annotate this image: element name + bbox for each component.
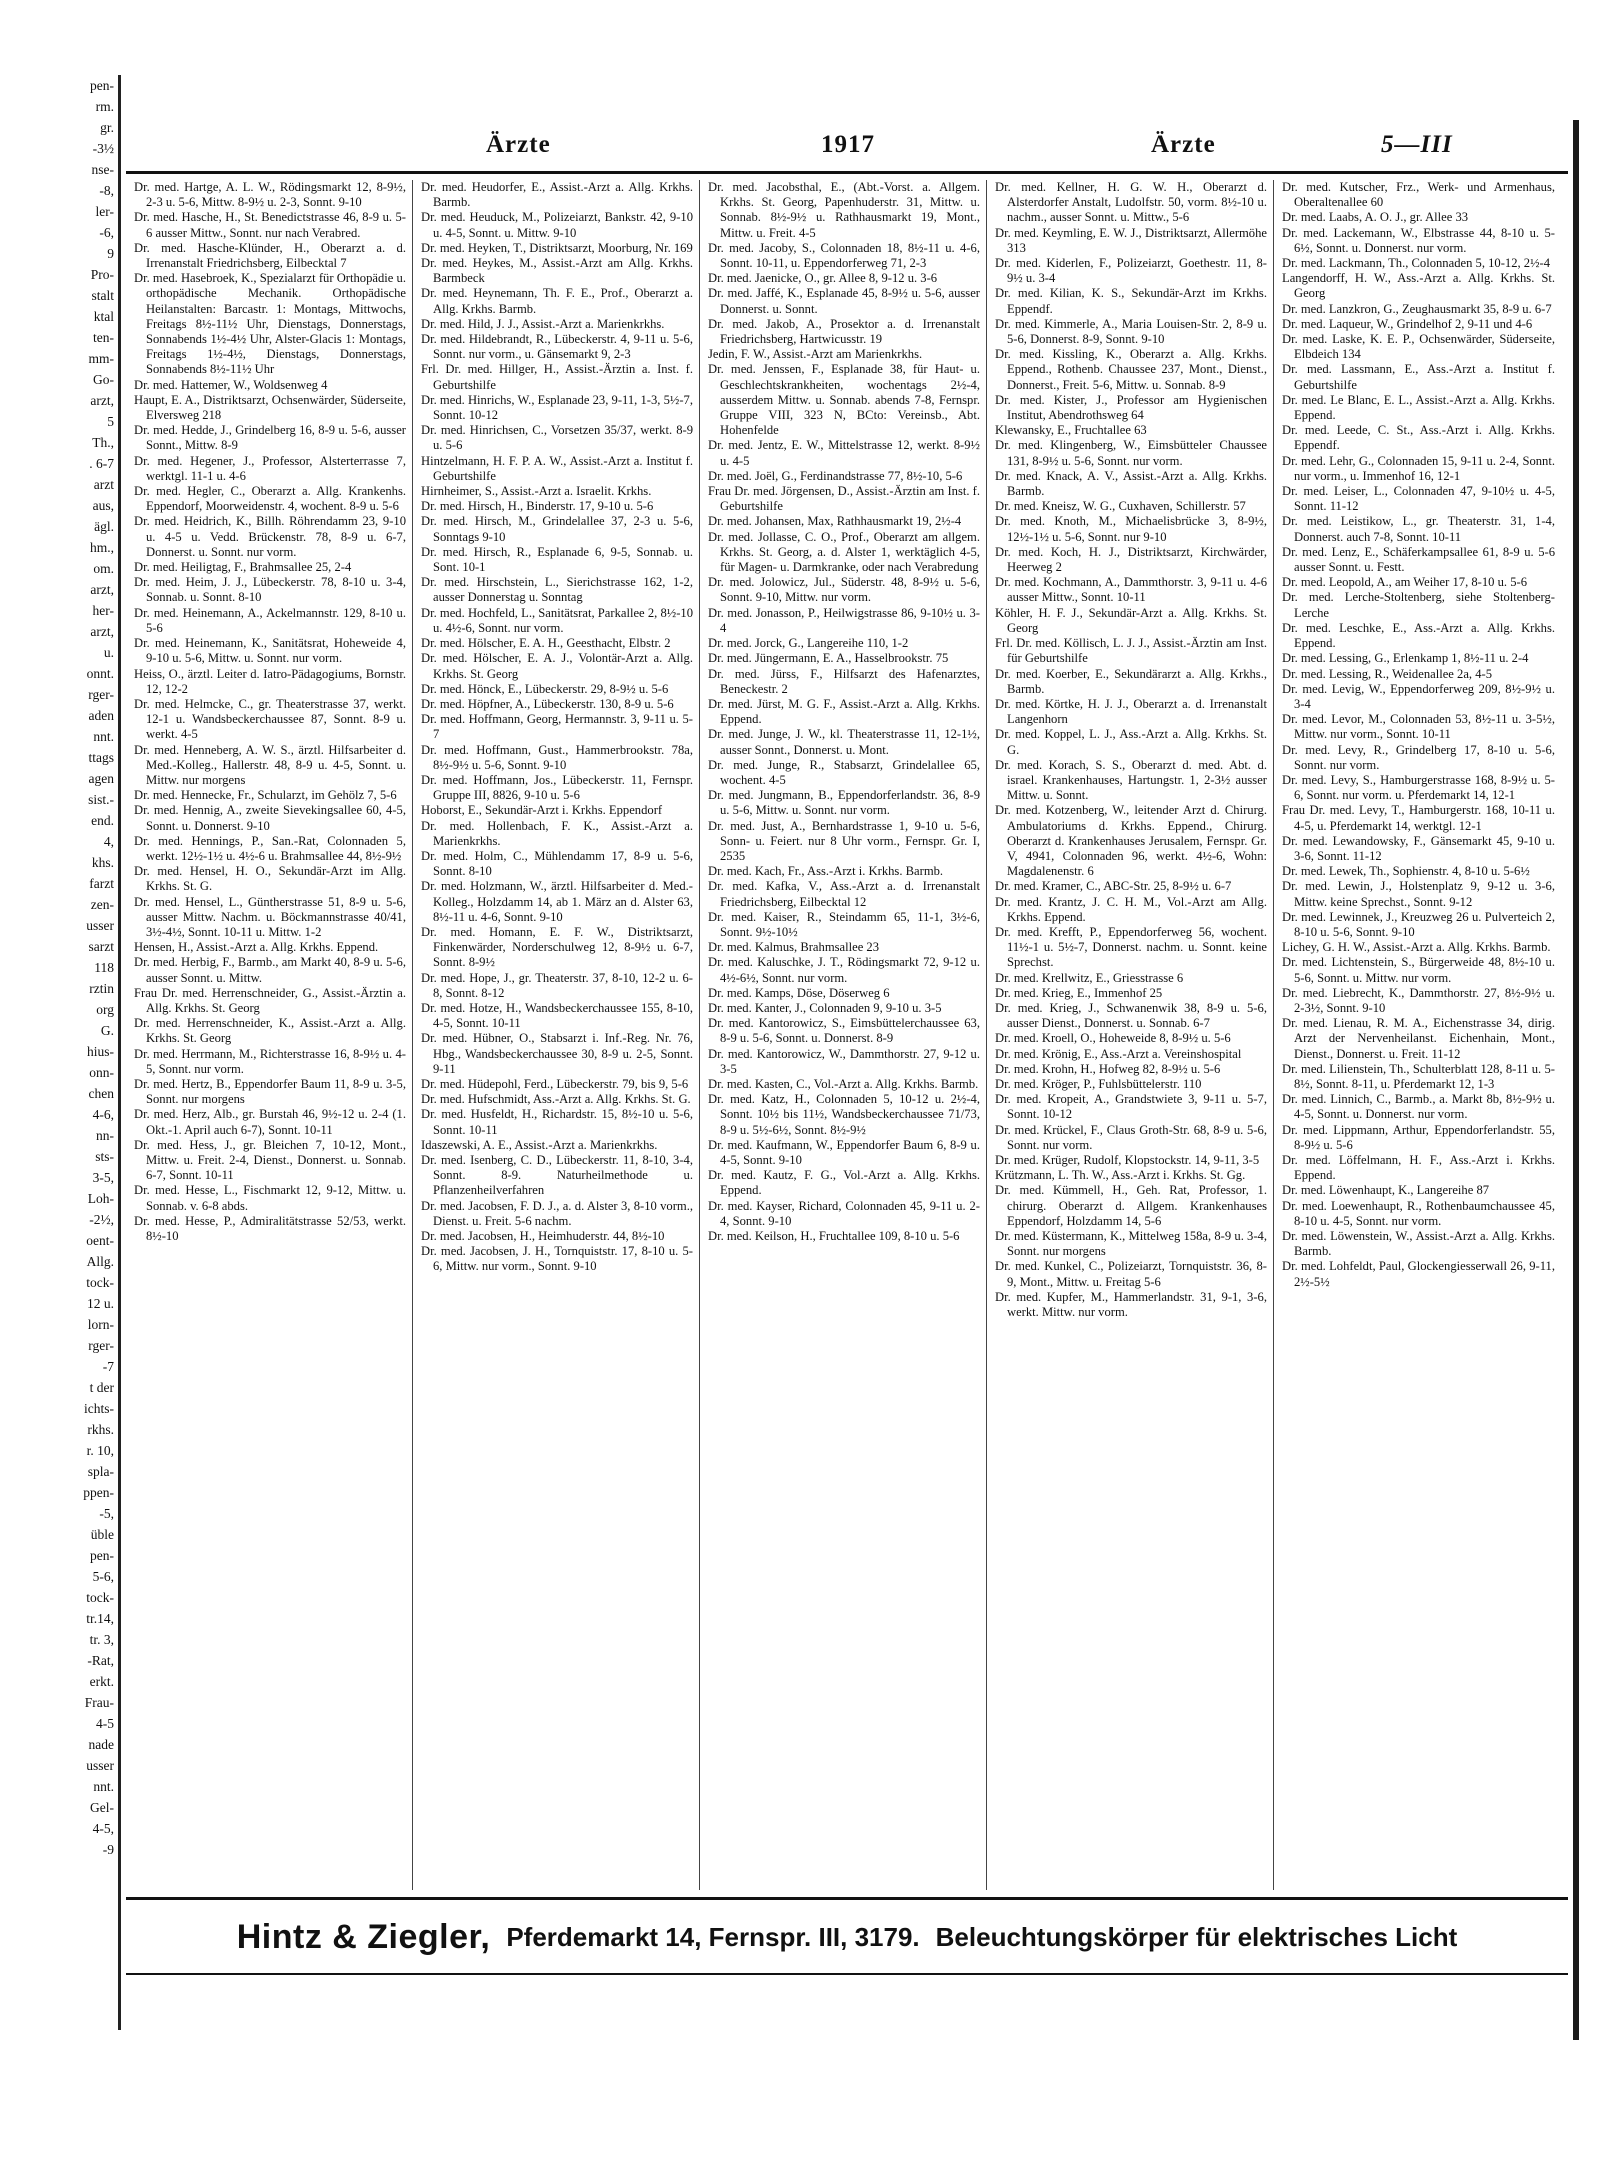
header-right-title: Ärzte bbox=[1151, 131, 1216, 158]
column-1 bbox=[126, 180, 413, 1890]
ad-address: Pferdemarkt 14, Fernspr. III, 3179. bbox=[506, 1921, 920, 1952]
directory-entry: Dr. med. Hildebrandt, R., Lübeckerstr. 4, 9-11 u. 5-6, Sonnt. nur vorm., u. Gänsemarkt 9, 2-3 bbox=[421, 332, 693, 362]
directory-entry: Frl. Dr. med. Hillger, H., Assist.-Ärztin a. Inst. f. Geburtshilfe bbox=[421, 362, 693, 392]
previous-page-fragment: om. bbox=[93, 561, 114, 576]
previous-page-fragment: 12 u. bbox=[87, 1296, 114, 1311]
directory-entry: Dr. med. Hegener, J., Professor, Alsterterrasse 7, werktgl. 11-1 u. 4-6 bbox=[134, 453, 406, 483]
header-rule bbox=[126, 171, 1568, 174]
directory-entry: Dr. med. Hönck, E., Lübeckerstr. 29, 8-9½ u. 5-6 bbox=[421, 681, 669, 696]
directory-entry: Dr. med. Hensel, H. O., Sekundär-Arzt im Allg. Krkhs. St. G. bbox=[134, 864, 406, 894]
previous-page-fragment: mm- bbox=[88, 351, 114, 366]
previous-page-fragment: Pro- bbox=[90, 267, 114, 282]
directory-entry: Dr. med. Kantorowicz, W., Dammthorstr. 27, 9-12 u. 3-5 bbox=[708, 1046, 980, 1076]
directory-entry: Dr. med. Kramer, C., ABC-Str. 25, 8-9½ u. 6-7 bbox=[995, 879, 1232, 894]
directory-entry: Dr. med. Lewandowsky, F., Gänsemarkt 45, 9-10 u. 3-6, Sonnt. 11-12 bbox=[1282, 833, 1555, 863]
directory-entry: Dr. med. Hoffmann, Jos., Lübeckerstr. 11, Fernspr. Gruppe III, 8826, 9-10 u. 5-6 bbox=[421, 772, 693, 803]
directory-entry: Idaszewski, A. E., Assist.-Arzt a. Marienkrkhs. bbox=[421, 1137, 658, 1152]
previous-page-fragment: khs. bbox=[91, 855, 114, 870]
directory-entry: Dr. med. Krohn, H., Hofweg 82, 8-9½ u. 5-6 bbox=[995, 1061, 1221, 1076]
directory-entry: Dr. med. Hasche, H., St. Benedictstrasse 46, 8-9 u. 5-6 ausser Mittw., Sonnt. nur nach Verabred. bbox=[134, 210, 406, 240]
directory-entry: Dr. med. Krellwitz, E., Griesstrasse 6 bbox=[995, 970, 1184, 985]
previous-page-fragment: rztin bbox=[89, 981, 114, 996]
previous-page-fragment: end. bbox=[91, 813, 114, 828]
previous-page-fragment: -2½, bbox=[89, 1212, 114, 1227]
directory-entry: Dr. med. Kimmerle, A., Maria Louisen-Str. 2, 8-9 u. 5-6, Donnerst. 8-9, Sonnt. 9-10 bbox=[995, 316, 1267, 347]
previous-page-fragment: lorn- bbox=[87, 1317, 114, 1332]
directory-entry: Dr. med. Jentz, E. W., Mittelstrasse 12, werkt. 8-9½ u. 4-5 bbox=[708, 438, 980, 468]
previous-page-fragment: arzt, bbox=[90, 624, 114, 639]
previous-page-fragment: onnt. bbox=[86, 666, 114, 681]
previous-page-fragment: usser bbox=[86, 918, 114, 933]
directory-entry: Dr. med. Krefft, P., Eppendorferweg 56, wochent. 11½-1 u. 5½-7, Donnerst. nachm. u. Sonnt. keine Sprechst. bbox=[995, 924, 1267, 970]
directory-entry: Dr. med. Hedde, J., Grindelberg 16, 8-9 u. 5-6, ausser Sonnt., Mittw. 8-9 bbox=[134, 423, 406, 453]
previous-page-fragment: üble bbox=[90, 1527, 114, 1542]
previous-page-fragment: rger- bbox=[88, 687, 114, 702]
directory-entry: Köhler, H. F. J., Sekundär-Arzt a. Allg. Krkhs. St. Georg bbox=[995, 605, 1267, 635]
previous-page-fragment: -9 bbox=[102, 1842, 114, 1857]
directory-entry: Dr. med. Kautz, F. G., Vol.-Arzt a. Allg. Krkhs. Eppend. bbox=[708, 1168, 980, 1198]
directory-entry: Dr. med. Krückel, F., Claus Groth-Str. 68, 8-9 u. 5-6, Sonnt. nur vorm. bbox=[995, 1122, 1267, 1152]
directory-entry: Dr. med. Kümmell, H., Geh. Rat, Professor, 1. chirurg. Oberarzt d. Allgem. Krankenhauses Eppendorf, Holzdamm 14, 5-6 bbox=[995, 1183, 1267, 1228]
directory-entry: Dr. med. Hirschstein, L., Sierichstrasse 162, 1-2, ausser Donnerstag u. Sonntag bbox=[421, 575, 693, 605]
directory-entry: Dr. med. Loewenhaupt, R., Rothenbaumchaussee 45, 8-10 u. 4-5, Sonnt. nur vorm. bbox=[1282, 1198, 1555, 1228]
page-header bbox=[126, 75, 1568, 165]
directory-entry: Dr. med. Heuduck, M., Polizeiarzt, Bankstr. 42, 9-10 u. 4-5, Sonnt. u. Mittw. 9-10 bbox=[421, 210, 693, 240]
previous-page-fragment: arzt, bbox=[90, 582, 114, 597]
entry-columns bbox=[126, 180, 1568, 1890]
previous-page-fragment: her- bbox=[92, 603, 114, 618]
directory-entry: Dr. med. Koppel, L. J., Ass.-Arzt a. Allg. Krkhs. St. G. bbox=[995, 727, 1267, 757]
previous-page-fragment: 4-5, bbox=[92, 1821, 114, 1836]
directory-entry: Dr. med. Korach, S. S., Oberarzt d. med. Abt. d. israel. Krankenhauses, Hartungstr. 1, 2-3½ ausser Mittw. u. Sonnt. bbox=[995, 757, 1267, 803]
directory-entry: Dr. med. Hesse, L., Fischmarkt 12, 9-12, Mittw. u. Sonnab. v. 6-8 abds. bbox=[134, 1183, 406, 1213]
directory-entry: Dr. med. Koch, H. J., Distriktsarzt, Kirchwärder, Heerweg 2 bbox=[995, 544, 1267, 575]
previous-page-fragment: aus, bbox=[92, 498, 114, 513]
directory-entry: Dr. med. Jacobsen, F. D. J., a. d. Alster 3, 8-10 vorm., Dienst. u. Freit. 5-6 nachm. bbox=[421, 1198, 693, 1228]
directory-entry: Dr. med. Hochfeld, L., Sanitätsrat, Parkallee 2, 8½-10 u. 4½-6, Sonnt. nur vorm. bbox=[421, 605, 693, 635]
directory-entry: Dr. med. Heiligtag, F., Brahmsallee 25, 2-4 bbox=[134, 560, 352, 575]
previous-page-fragment: -Rat, bbox=[87, 1653, 114, 1668]
directory-entry: Dr. med. Homann, E. F. W., Distriktsarzt, Finkenwärder, Norderschulweg 12, 8-9½ u. 6-7, Sonnt. 8-9½ bbox=[421, 924, 693, 970]
directory-entry: Dr. med. Hölscher, E. A. H., Geesthacht, Elbstr. 2 bbox=[421, 636, 671, 651]
previous-page-fragment: 4, bbox=[103, 834, 114, 849]
directory-entry: Dr. med. Kiderlen, F., Polizeiarzt, Goethestr. 11, 8-9½ u. 3-4 bbox=[995, 256, 1267, 286]
directory-entry: Klewansky, E., Fruchtallee 63 bbox=[995, 423, 1147, 438]
directory-entry: Dr. med. Krönig, E., Ass.-Arzt a. Vereinshospital bbox=[995, 1046, 1242, 1061]
previous-page-fragment: ägl. bbox=[94, 519, 114, 534]
directory-entry: Dr. med. Lichtenstein, S., Bürgerweide 48, 8½-10 u. 5-6, Sonnt. u. Mittw. nur vorm. bbox=[1282, 955, 1555, 985]
directory-entry: Dr. med. Laske, K. E. P., Ochsenwärder, Süderseite, Elbdeich 134 bbox=[1282, 332, 1555, 362]
directory-entry: Dr. med. Kafka, V., Ass.-Arzt a. d. Irrenanstalt Friedrichsberg, Eilbecktal 12 bbox=[708, 879, 980, 909]
directory-entry: Dr. med. Kochmann, A., Dammthorstr. 3, 9-11 u. 4-6 ausser Mittw., Sonnt. 10-11 bbox=[995, 575, 1267, 605]
directory-entry: Dr. med. Lippmann, Arthur, Eppendorferlandstr. 55, 8-9½ u. 5-6 bbox=[1282, 1122, 1555, 1152]
directory-entry: Dr. med. Leopold, A., am Weiher 17, 8-10 u. 5-6 bbox=[1282, 575, 1527, 590]
directory-entry: Dr. med. Junge, J. W., kl. Theaterstrasse 11, 12-1½, ausser Sonnt., Donnerst. u. Mont. bbox=[708, 727, 980, 757]
previous-page-fragment: ler- bbox=[95, 204, 114, 219]
directory-entry: Dr. med. Kröger, P., Fuhlsbüttelerstr. 110 bbox=[995, 1076, 1202, 1091]
directory-entry: Dr. med. Leiser, L., Colonnaden 47, 9-10½ u. 4-5, Sonnt. 11-12 bbox=[1282, 484, 1555, 514]
directory-entry: Dr. med. Jacoby, S., Colonnaden 18, 8½-11 u. 4-6, Sonnt. 10-11, u. Eppendorferweg 71, 2-3 bbox=[708, 240, 980, 271]
previous-page-fragment: rm. bbox=[95, 99, 114, 114]
directory-entry: Dr. med. Koerber, E., Sekundärarzt a. Allg. Krkhs., Barmb. bbox=[995, 666, 1267, 696]
directory-entry: Dr. med. Höpfner, A., Lübeckerstr. 130, 8-9 u. 5-6 bbox=[421, 696, 674, 711]
previous-page-fragment: usser bbox=[86, 1758, 114, 1773]
directory-entry: Dr. med. Hartge, A. L. W., Rödingsmarkt 12, 8-9½, 2-3 u. 5-6, Mittw. 8-9½ u. 2-3, Sonnt. 9-10 bbox=[134, 180, 406, 210]
directory-entry: Dr. med. Hasebroek, K., Spezialarzt für Orthopädie u. orthopädische Mechanik. Orthopädische Heilanstalten: Barcastr. 1: Montags, Mittwochs, Freitags 8½-11½ Uhr, Dienstags, Donnerstags, Sonnabends 1½-4½ Uhr, Alster-Glacis 1: Montags, Freitags 1½-4½, Dienstags, Donnerstags, Sonnabends 8½-11½ Uhr bbox=[134, 271, 406, 377]
previous-page-fragment: ten- bbox=[93, 330, 114, 345]
directory-entry: Dr. med. Liebrecht, K., Dammthorstr. 27, 8½-9½ u. 2-3½, Sonnt. 9-10 bbox=[1282, 985, 1555, 1015]
directory-entry: Dr. med. Heykes, M., Assist.-Arzt am Allg. Krkhs. Barmbeck bbox=[421, 256, 693, 286]
directory-entry: Frau Dr. med. Jörgensen, D., Assist.-Ärztin am Inst. f. Geburtshilfe bbox=[708, 484, 980, 514]
directory-entry: Dr. med. Hennings, P., San.-Rat, Colonnaden 5, werkt. 12½-1½ u. 4½-6 u. Brahmsallee 44, 8½-9½ bbox=[134, 833, 406, 863]
directory-entry: Hoborst, E., Sekundär-Arzt i. Krkhs. Eppendorf bbox=[421, 803, 663, 818]
directory-entry: Langendorff, H. W., Ass.-Arzt a. Allg. Krkhs. St. Georg bbox=[1282, 271, 1555, 301]
directory-entry: Frl. Dr. med. Köllisch, L. J. J., Assist.-Ärztin am Inst. für Geburtshilfe bbox=[995, 636, 1267, 666]
previous-page-fragment: ichts- bbox=[84, 1401, 114, 1416]
directory-entry: Dr. med. Kach, Fr., Ass.-Arzt i. Krkhs. Barmb. bbox=[708, 864, 944, 879]
previous-page-fragment: Th., bbox=[92, 435, 114, 450]
directory-entry: Dr. med. Helmcke, C., gr. Theaterstrasse 37, werkt. 12-1 u. Wandsbeckerchaussee 87, Sonnt. 8-9 u. werkt. 4-5 bbox=[134, 696, 406, 742]
directory-entry: Dr. med. Holzmann, W., ärztl. Hilfsarbeiter d. Med.-Kolleg., Holzdamm 14, ab 1. März an d. Alster 63, 8½-11 u. 4-6, Sonnt. 9-10 bbox=[421, 879, 693, 924]
previous-page-fragment: 4-6, bbox=[92, 1107, 114, 1122]
directory-entry: Dr. med. Jaenicke, O., gr. Allee 8, 9-12 u. 3-6 bbox=[708, 271, 938, 286]
directory-entry: Dr. med. Kaufmann, W., Eppendorfer Baum 6, 8-9 u. 4-5, Sonnt. 9-10 bbox=[708, 1137, 980, 1167]
directory-entry: Frau Dr. med. Levy, T., Hamburgerstr. 168, 10-11 u. 4-5, u. Pferdemarkt 14, werktgl. 12-1 bbox=[1282, 803, 1555, 833]
directory-entry: Dr. med. Lanzkron, G., Zeughausmarkt 35, 8-9 u. 6-7 bbox=[1282, 301, 1552, 316]
column-5 bbox=[1274, 180, 1561, 1890]
directory-entry: Dr. med. Jürss, F., Hilfsarzt des Hafenarztes, Beneckestr. 2 bbox=[708, 666, 980, 696]
directory-entry: Dr. med. Leschke, E., Ass.-Arzt a. Allg. Krkhs. Eppend. bbox=[1282, 620, 1555, 651]
directory-entry: Dr. med. Krieg, J., Schwanenwik 38, 8-9 u. 5-6, ausser Dienst., Donnerst. u. Sonnab. 6-7 bbox=[995, 1000, 1267, 1031]
previous-page-fragment: -7 bbox=[102, 1359, 114, 1374]
directory-entry: Dr. med. Hirsch, R., Esplanade 6, 9-5, Sonnab. u. Sont. 10-1 bbox=[421, 544, 693, 575]
directory-entry: Dr. med. Leistikow, L., gr. Theaterstr. 31, 1-4, Donnerst. auch 7-8, Sonnt. 10-11 bbox=[1282, 514, 1555, 544]
directory-entry: Dr. med. Kellner, H. G. W. H., Oberarzt d. Alsterdorfer Anstalt, Ludolfstr. 50, vorm. 8½-10 u. nachm., ausser Sonnt. u. Mittw., 5-6 bbox=[995, 180, 1267, 225]
directory-entry: Dr. med. Knack, A. V., Assist.-Arzt a. Allg. Krkhs. Barmb. bbox=[995, 468, 1267, 499]
directory-entry: Dr. med. Jonasson, P., Heilwigstrasse 86, 9-10½ u. 3-4 bbox=[708, 605, 980, 635]
directory-entry: Dr. med. Hertz, B., Eppendorfer Baum 11, 8-9 u. 3-5, Sonnt. nur morgens bbox=[134, 1076, 406, 1107]
directory-entry: Dr. med. Herrmann, M., Richterstrasse 16, 8-9½ u. 4-5, Sonnt. nur vorm. bbox=[134, 1046, 406, 1076]
directory-entry: Hensen, H., Assist.-Arzt a. Allg. Krkhs. Eppend. bbox=[134, 940, 379, 955]
previous-page-fragment: zen- bbox=[90, 897, 114, 912]
directory-entry: Dr. med. Levy, R., Grindelberg 17, 8-10 u. 5-6, Sonnt. nur vorm. bbox=[1282, 742, 1555, 772]
previous-page-fragment: sist.- bbox=[88, 792, 114, 807]
directory-entry: Dr. med. Linnich, C., Barmb., a. Markt 8b, 8½-9½ u. 4-5, Sonnt. u. Donnerst. nur vorm. bbox=[1282, 1092, 1555, 1122]
directory-entry: Dr. med. Henneberg, A. W. S., ärztl. Hilfsarbeiter d. Med.-Kolleg., Hallerstr. 48, 8-9 u. 4-5, Sonnt. u. Mittw. nur morgens bbox=[134, 742, 406, 787]
directory-entry: Dr. med. Jacobsen, J. H., Tornquiststr. 17, 8-10 u. 5-6, Mittw. nur vorm., Sonnt. 9-10 bbox=[421, 1244, 693, 1274]
directory-entry: Dr. med. Isenberg, C. D., Lübeckerstr. 11, 8-10, 3-4, Sonnt. 8-9. Naturheilmethode u. Pflanzenheilverfahren bbox=[421, 1153, 693, 1198]
previous-page-fragment: hius- bbox=[87, 1044, 114, 1059]
advertisement bbox=[126, 1907, 1568, 1967]
previous-page-fragment: ppen- bbox=[83, 1485, 114, 1500]
previous-page-fragment: oent- bbox=[86, 1233, 114, 1248]
directory-entry: Dr. med. Kanter, J., Colonnaden 9, 9-10 u. 3-5 bbox=[708, 1000, 942, 1015]
directory-entry: Dr. med. Lilienstein, Th., Schulterblatt 128, 8-11 u. 5-8½, Sonnt. 8-11, u. Pferdemarkt 12, 1-3 bbox=[1282, 1061, 1555, 1091]
previous-page-fragment: 5 bbox=[107, 414, 114, 429]
previous-page-fragment: rger- bbox=[88, 1338, 114, 1353]
directory-entry: Dr. med. Hufschmidt, Ass.-Arzt a. Allg. Krkhs. St. G. bbox=[421, 1092, 691, 1107]
directory-entry: Dr. med. Kotzenberg, W., leitender Arzt d. Chirurg. Ambulatoriums d. Krkhs. Eppend., Chirurg. Oberarzt d. Krankenhauses Jerusalem, Fernspr. Gr. V, 4941, Colonnaden 96, werkt. 4½-6, Wohn: Magdalenenstr. 6 bbox=[995, 803, 1267, 879]
previous-page-fragment: u. bbox=[103, 645, 114, 660]
previous-page-fragment: 9 bbox=[107, 246, 114, 261]
directory-entry: Dr. med. Jüngermann, E. A., Hasselbrookstr. 75 bbox=[708, 651, 949, 666]
previous-page-fragment: Gel- bbox=[90, 1800, 114, 1815]
directory-entry: Dr. med. Holm, C., Mühlendamm 17, 8-9 u. 5-6, Sonnt. 8-10 bbox=[421, 848, 693, 879]
previous-page-fragment: pen- bbox=[90, 78, 114, 93]
directory-entry: Dr. med. Hess, J., gr. Bleichen 7, 10-12, Mont., Mittw. u. Freit. 2-4, Dienst., Donnerst. u. Sonnab. 6-7, Sonnt. 10-11 bbox=[134, 1137, 406, 1183]
directory-entry: Dr. med. Katz, H., Colonnaden 5, 10-12 u. 2½-4, Sonnt. 10½ bis 11½, Wandsbeckerchaussee 71/73, 8-9 u. 5½-6½, Sonnt. 8½-9½ bbox=[708, 1092, 980, 1137]
header-year: 1917 bbox=[821, 131, 875, 158]
column-2 bbox=[413, 180, 700, 1890]
previous-page-fragment: 4-5 bbox=[96, 1716, 114, 1731]
directory-entry: Dr. med. Kroell, O., Hoheweide 8, 8-9½ u. 5-6 bbox=[995, 1031, 1231, 1046]
directory-entry: Dr. med. Herbig, F., Barmb., am Markt 40, 8-9 u. 5-6, ausser Sonnt. u. Mittw. bbox=[134, 955, 406, 985]
directory-entry: Dr. med. Jürst, M. G. F., Assist.-Arzt a. Allg. Krkhs. Eppend. bbox=[708, 696, 980, 727]
previous-page-fragment: tr. 3, bbox=[89, 1632, 114, 1647]
directory-entry: Dr. med. Kupfer, M., Hammerlandstr. 31, 9-1, 3-6, werkt. Mittw. nur vorm. bbox=[995, 1289, 1267, 1320]
previous-page-fragment: nnt. bbox=[93, 729, 114, 744]
directory-entry: Dr. med. Kropeit, A., Grandstwiete 3, 9-11 u. 5-7, Sonnt. 10-12 bbox=[995, 1092, 1267, 1122]
directory-entry: Dr. med. Just, A., Bernhardstrasse 1, 9-10 u. 5-6, Sonn- u. Feiert. nur 8 Uhr vorm., Fernspr. Gr. I, 2535 bbox=[708, 818, 980, 863]
directory-entry: Dr. med. Knoth, M., Michaelisbrücke 3, 8-9½, 12½-1½ u. 5-6, Sonnt. nur 9-10 bbox=[995, 514, 1267, 544]
directory-entry: Dr. med. Hegler, C., Oberarzt a. Allg. Krankenhs. Eppendorf, Moorweidenstr. 4, wochent. 8-9 u. 5-6 bbox=[134, 484, 406, 514]
directory-entry: Dr. med. Hotze, H., Wandsbeckerchaussee 155, 8-10, 4-5, Sonnt. 10-11 bbox=[421, 1000, 693, 1031]
directory-entry: Dr. med. Hild, J. J., Assist.-Arzt a. Marienkrkhs. bbox=[421, 316, 665, 331]
previous-page-fragment: chen bbox=[88, 1086, 114, 1101]
previous-page-fragment: Loh- bbox=[87, 1191, 114, 1206]
previous-page-fragment: -5, bbox=[99, 1506, 114, 1521]
directory-entry: Dr. med. Heudorfer, E., Assist.-Arzt a. Allg. Krkhs. Barmb. bbox=[421, 180, 693, 210]
directory-entry: Dr. med. Kayser, Richard, Colonnaden 45, 9-11 u. 2-4, Sonnt. 9-10 bbox=[708, 1198, 980, 1228]
directory-entry: Lichey, G. H. W., Assist.-Arzt a. Allg. Krkhs. Barmb. bbox=[1282, 940, 1551, 955]
previous-page-fragment: sts- bbox=[95, 1149, 114, 1164]
previous-page-fragment: farzt bbox=[89, 876, 114, 891]
directory-entry: Dr. med. Kneisz, W. G., Cuxhaven, Schillerstr. 57 bbox=[995, 499, 1246, 514]
directory-entry: Haupt, E. A., Distriktsarzt, Ochsenwärder, Süderseite, Elversweg 218 bbox=[134, 392, 406, 423]
previous-page-fragment: 118 bbox=[94, 960, 114, 975]
directory-entry: Dr. med. Leede, C. St., Ass.-Arzt i. Allg. Krkhs. Eppendf. bbox=[1282, 423, 1555, 453]
footer-rule bbox=[126, 1897, 1568, 1900]
directory-entry: Dr. med. Kister, J., Professor am Hygienischen Institut, Abendrothsweg 64 bbox=[995, 392, 1267, 423]
directory-entry: Krützmann, L. Th. W., Ass.-Arzt i. Krkhs. St. Gg. bbox=[995, 1168, 1246, 1183]
previous-page-fragment: spla- bbox=[87, 1464, 114, 1479]
directory-entry: Dr. med. Lerche-Stoltenberg, siehe Stoltenberg-Lerche bbox=[1282, 590, 1555, 620]
directory-entry: Dr. med. Kaiser, R., Steindamm 65, 11-1, 3½-6, Sonnt. 9½-10½ bbox=[708, 909, 980, 939]
previous-page-fragment: org bbox=[96, 1002, 114, 1017]
directory-entry: Dr. med. Keilson, H., Fruchtallee 109, 8-10 u. 5-6 bbox=[708, 1229, 960, 1244]
directory-entry: Dr. med. Lewinnek, J., Kreuzweg 26 u. Pulverteich 2, 8-10 u. 5-6, Sonnt. 9-10 bbox=[1282, 909, 1555, 939]
directory-entry: Dr. med. Lewin, J., Holstenplatz 9, 9-12 u. 3-6, Mittw. keine Sprechst., Sonnt. 9-12 bbox=[1282, 879, 1555, 909]
directory-entry: Dr. med. Klingenberg, W., Eimsbütteler Chaussee 131, 8-9½ u. 5-6, Sonnt. nur vorm. bbox=[995, 438, 1267, 468]
directory-entry: Dr. med. Junge, R., Stabsarzt, Grindelallee 65, wochent. 4-5 bbox=[708, 757, 980, 787]
directory-entry: Dr. med. Hennecke, Fr., Schularzt, im Gehölz 7, 5-6 bbox=[134, 788, 397, 803]
directory-entry: Dr. med. Heim, J. J., Lübeckerstr. 78, 8-10 u. 3-4, Sonnab. u. Sonnt. 8-10 bbox=[134, 575, 406, 605]
directory-entry: Dr. med. Hollenbach, F. K., Assist.-Arzt a. Marienkrkhs. bbox=[421, 818, 693, 848]
directory-entry: Dr. med. Hensel, L., Güntherstrasse 51, 8-9 u. 5-6, ausser Mittw. Nachm. u. Böckmannstrasse 40/41, 3½-4½, Sonnt. 10-11 u. Mittw. 1-2 bbox=[134, 894, 406, 939]
previous-page-fragment: sarzt bbox=[88, 939, 114, 954]
directory-entry: Dr. med. Keymling, E. W. J., Distriktsarzt, Allermöhe 313 bbox=[995, 225, 1267, 255]
directory-entry: Dr. med. Laabs, A. O. J., gr. Allee 33 bbox=[1282, 210, 1469, 225]
ad-tagline: Beleuchtungskörper für elektrisches Licht bbox=[935, 1921, 1458, 1952]
previous-page-fragment: -3½ bbox=[92, 141, 114, 156]
previous-page-fragment: aden bbox=[88, 708, 114, 723]
previous-page-fragment: r. 10, bbox=[86, 1443, 114, 1458]
directory-entry: Dr. med. Levy, S., Hamburgerstrasse 168, 8-9½ u. 5-6, Sonnt. nur vorm. u. Pferdemarkt 14, 12-1 bbox=[1282, 772, 1555, 803]
previous-page-fragment: hm., bbox=[89, 540, 114, 555]
directory-entry: Hirnheimer, S., Assist.-Arzt a. Israelit. Krkhs. bbox=[421, 484, 652, 499]
directory-entry: Dr. med. Hoffmann, Georg, Hermannstr. 3, 9-11 u. 5-7 bbox=[421, 712, 693, 742]
directory-entry: Dr. med. Jaffé, K., Esplanade 45, 8-9½ u. 5-6, ausser Donnerst. u. Sonnt. bbox=[708, 286, 980, 316]
page-number: 5—III bbox=[1381, 131, 1453, 158]
directory-entry: Dr. med. Löwenstein, W., Assist.-Arzt a. Allg. Krkhs. Barmb. bbox=[1282, 1229, 1555, 1259]
previous-page-fragment: erkt. bbox=[89, 1674, 114, 1689]
directory-entry: Dr. med. Hirsch, M., Grindelallee 37, 2-3 u. 5-6, Sonntags 9-10 bbox=[421, 514, 693, 544]
previous-page-fragment: rkhs. bbox=[87, 1422, 114, 1437]
directory-entry: Dr. med. Jacobsthal, E., (Abt.-Vorst. a. Allgem. Krkhs. St. Georg, Papenhuderstr. 31, Mittw. u. Sonnab. 8½-9½ u. Rathhausmarkt 19, Mont., Mittw. u. Freit. 4-5 bbox=[708, 180, 980, 240]
directory-entry: Dr. med. Hoffmann, Gust., Hammerbrookstr. 78a, 8½-9½ u. 5-6, Sonnt. 9-10 bbox=[421, 742, 693, 772]
directory-entry: Dr. med. Kantorowicz, S., Eimsbüttelerchaussee 63, 8-9 u. 5-6, Sonnt. u. Donnerst. 8-9 bbox=[708, 1016, 980, 1046]
previous-page-fragment: G. bbox=[100, 1023, 114, 1038]
directory-entry: Dr. med. Krüger, Rudolf, Klopstockstr. 14, 9-11, 3-5 bbox=[995, 1153, 1260, 1167]
directory-entry: Dr. med. Lehr, G., Colonnaden 15, 9-11 u. 2-4, Sonnt. nur vorm., u. Immenhof 16, 12-1 bbox=[1282, 453, 1555, 483]
previous-page-fragment: nnt. bbox=[93, 1779, 114, 1794]
directory-entry: Dr. med. Hüdepohl, Ferd., Lübeckerstr. 79, bis 9, 5-6 bbox=[421, 1076, 689, 1091]
previous-page-fragment: Allg. bbox=[86, 1254, 114, 1269]
directory-entry: Heiss, O., ärztl. Leiter d. Iatro-Pädagogiums, Bornstr. 12, 12-2 bbox=[134, 666, 406, 696]
previous-page-fragment: tock- bbox=[86, 1590, 114, 1605]
directory-entry: Dr. med. Hennig, A., zweite Sievekingsallee 60, 4-5, Sonnt. u. Donnerst. 9-10 bbox=[134, 803, 406, 833]
directory-entry: Dr. med. Kissling, K., Oberarzt a. Allg. Krkhs. Eppend., Rothenb. Chaussee 237, Mont., Dienst., Donnerst., Freit. 5-6, Mittw. u. Sonnab. 8-9 bbox=[995, 347, 1267, 392]
previous-page-fragment: tock- bbox=[86, 1275, 114, 1290]
directory-entry: Dr. med. Heidrich, K., Billh. Röhrendamm 23, 9-10 u. 4-5 u. Vedd. Brückenstr. 78, 8-9 u. 6-7, Donnerst. u. Sonnt. nur vorm. bbox=[134, 514, 406, 559]
directory-entry: Dr. med. Heynemann, Th. F. E., Prof., Oberarzt a. Allg. Krkhs. Barmb. bbox=[421, 286, 693, 316]
directory-entry: Dr. med. Löwenhaupt, K., Langereihe 87 bbox=[1282, 1183, 1490, 1198]
previous-page-fragment: stalt bbox=[91, 288, 114, 303]
previous-page-fragment: pen- bbox=[90, 1548, 114, 1563]
directory-entry: Dr. med. Kutscher, Frz., Werk- und Armenhaus, Oberaltenallee 60 bbox=[1282, 180, 1555, 210]
directory-entry: Dr. med. Kasten, C., Vol.-Arzt a. Allg. Krkhs. Barmb. bbox=[708, 1076, 979, 1091]
previous-page-fragment: Go- bbox=[93, 372, 114, 387]
scan-border bbox=[0, 0, 1600, 38]
directory-entry: Dr. med. Herz, Alb., gr. Burstah 46, 9½-12 u. 2-4 (1. Okt.-1. April auch 6-7), Sonnt. 10-11 bbox=[134, 1107, 406, 1137]
ad-rule bbox=[126, 1973, 1568, 1975]
previous-page-fragment: ktal bbox=[93, 309, 114, 324]
directory-entry: Dr. med. Laqueur, W., Grindelhof 2, 9-11 und 4-6 bbox=[1282, 316, 1533, 331]
directory-entry: Dr. med. Hölscher, E. A. J., Volontär-Arzt a. Allg. Krkhs. St. Georg bbox=[421, 651, 693, 681]
directory-entry: Dr. med. Husfeldt, H., Richardstr. 15, 8½-10 u. 5-6, Sonnt. 10-11 bbox=[421, 1107, 693, 1137]
previous-page-fragment: agen bbox=[88, 771, 114, 786]
directory-entry: Dr. med. Lewek, Th., Sophienstr. 4, 8-10 u. 5-6½ bbox=[1282, 864, 1530, 879]
directory-entry: Dr. med. Heinemann, A., Ackelmannstr. 129, 8-10 u. 5-6 bbox=[134, 605, 406, 635]
directory-entry: Dr. med. Heinemann, K., Sanitätsrat, Hoheweide 4, 9-10 u. 5-6, Mittw. u. Sonnt. nur vorm. bbox=[134, 636, 406, 666]
ad-firm-name: Hintz & Ziegler, bbox=[236, 1917, 491, 1956]
directory-entry: Dr. med. Löffelmann, H. F., Ass.-Arzt i. Krkhs. Eppend. bbox=[1282, 1153, 1555, 1183]
directory-entry: Dr. med. Levor, M., Colonnaden 53, 8½-11 u. 3-5½, Mittw. nur vorm., Sonnt. 10-11 bbox=[1282, 712, 1555, 742]
directory-entry: Dr. med. Joël, G., Ferdinandstrasse 77, 8½-10, 5-6 bbox=[708, 468, 963, 483]
directory-entry: Dr. med. Hübner, O., Stabsarzt i. Inf.-Reg. Nr. 76, Hbg., Wandsbeckerchaussee 30, 8-9 u. 2-5, Sonnt. 9-11 bbox=[421, 1031, 693, 1076]
previous-page-edge bbox=[0, 75, 121, 2030]
directory-entry: Dr. med. Johansen, Max, Rathhausmarkt 19, 2½-4 bbox=[708, 514, 962, 529]
directory-entry: Dr. med. Hasche-Klünder, H., Oberarzt a. d. Irrenanstalt Friedrichsberg, Eilbecktal 7 bbox=[134, 240, 406, 271]
previous-page-fragment: gr. bbox=[100, 120, 114, 135]
directory-entry: Dr. med. Kilian, K. S., Sekundär-Arzt im Krkhs. Eppendf. bbox=[995, 286, 1267, 316]
directory-entry: Dr. med. Krantz, J. C. H. M., Vol.-Arzt am Allg. Krkhs. Eppend. bbox=[995, 894, 1267, 924]
previous-page-fragment: t der bbox=[89, 1380, 114, 1395]
directory-entry: Dr. med. Kamps, Döse, Döserweg 6 bbox=[708, 985, 890, 1000]
directory-entry: Dr. med. Hirsch, H., Binderstr. 17, 9-10 u. 5-6 bbox=[421, 499, 654, 514]
previous-page-fragment: -8, bbox=[99, 183, 114, 198]
directory-entry: Dr. med. Hesse, P., Admiralitätstrasse 52/53, werkt. 8½-10 bbox=[134, 1213, 406, 1244]
directory-entry: Dr. med. Küstermann, K., Mittelweg 158a, 8-9 u. 3-4, Sonnt. nur morgens bbox=[995, 1229, 1267, 1259]
directory-entry: Dr. med. Körtke, H. J. J., Oberarzt a. d. Irrenanstalt Langenhorn bbox=[995, 696, 1267, 727]
previous-page-fragment: arzt, bbox=[90, 393, 114, 408]
directory-entry: Dr. med. Lassmann, E., Ass.-Arzt a. Institut f. Geburtshilfe bbox=[1282, 362, 1555, 392]
directory-entry: Dr. med. Jolowicz, Jul., Süderstr. 48, 8-9½ u. 5-6, Sonnt. 9-10, Mittw. nur vorm. bbox=[708, 575, 980, 605]
previous-page-fragment: onn- bbox=[89, 1065, 114, 1080]
previous-page-fragment: Frau- bbox=[84, 1695, 114, 1710]
directory-entry: Dr. med. Jakob, A., Prosektor a. d. Irrenanstalt Friedrichsberg, Hartwicusstr. 19 bbox=[708, 316, 980, 347]
directory-entry: Dr. med. Lohfeldt, Paul, Glockengiesserwall 26, 9-11, 2½-5½ bbox=[1282, 1259, 1555, 1289]
directory-entry: Dr. med. Kalmus, Brahmsallee 23 bbox=[708, 940, 880, 955]
directory-entry: Dr. med. Lessing, G., Erlenkamp 1, 8½-11 u. 2-4 bbox=[1282, 651, 1529, 666]
header-left-title: Ärzte bbox=[486, 131, 551, 158]
directory-entry: Dr. med. Jorck, G., Langereihe 110, 1-2 bbox=[708, 636, 909, 651]
previous-page-fragment: 3-5, bbox=[92, 1170, 114, 1185]
binding-edge bbox=[1573, 120, 1579, 2040]
directory-entry: Dr. med. Lackmann, Th., Colonnaden 5, 10-12, 2½-4 bbox=[1282, 256, 1551, 271]
previous-page-fragment: . 6-7 bbox=[89, 456, 114, 471]
directory-entry: Frau Dr. med. Herrenschneider, G., Assist.-Ärztin a. Allg. Krkhs. St. Georg bbox=[134, 985, 406, 1015]
column-3 bbox=[700, 180, 987, 1890]
previous-page-fragment: nade bbox=[88, 1737, 114, 1752]
previous-page-fragment: -6, bbox=[99, 225, 114, 240]
directory-entry: Dr. med. Hope, J., gr. Theaterstr. 37, 8-10, 12-2 u. 6-8, Sonnt. 8-12 bbox=[421, 970, 693, 1000]
directory-entry: Dr. med. Herrenschneider, K., Assist.-Arzt a. Allg. Krkhs. St. Georg bbox=[134, 1016, 406, 1046]
previous-page-fragment: 5-6, bbox=[92, 1569, 114, 1584]
directory-page bbox=[126, 75, 1568, 2055]
directory-entry: Dr. med. Hinrichsen, C., Vorsetzen 35/37, werkt. 8-9 u. 5-6 bbox=[421, 423, 693, 453]
directory-entry: Dr. med. Lackemann, W., Elbstrasse 44, 8-10 u. 5-6½, Sonnt. u. Donnerst. nur vorm. bbox=[1282, 225, 1555, 255]
directory-entry: Dr. med. Kaluschke, J. T., Rödingsmarkt 72, 9-12 u. 4½-6½, Sonnt. nur vorm. bbox=[708, 955, 980, 985]
previous-page-fragment: ttags bbox=[88, 750, 114, 765]
directory-entry: Dr. med. Heyken, T., Distriktsarzt, Moorburg, Nr. 169 bbox=[421, 240, 693, 255]
directory-entry: Dr. med. Kunkel, C., Polizeiarzt, Tornquiststr. 36, 8-9, Mont., Mittw. u. Freitag 5-6 bbox=[995, 1259, 1267, 1289]
directory-entry: Dr. med. Jenssen, F., Esplanade 38, für Haut- u. Geschlechtskrankheiten, wochentags 2½-4, ausserdem Mittw. u. Sonnab. abends 7-8, Fernspr. Gruppe VIII, 323 N, BCto: Vereinsb., Abt. Hohenfelde bbox=[708, 362, 980, 438]
previous-page-fragment: tr.14, bbox=[86, 1611, 114, 1626]
previous-page-fragment: nse- bbox=[91, 162, 114, 177]
directory-entry: Dr. med. Lenz, E., Schäferkampsallee 61, 8-9 u. 5-6 ausser Sonnt. u. Festt. bbox=[1282, 544, 1555, 575]
previous-page-fragment: arzt bbox=[93, 477, 114, 492]
column-4 bbox=[987, 180, 1274, 1890]
directory-entry: Dr. med. Jungmann, B., Eppendorferlandstr. 36, 8-9 u. 5-6, Mittw. u. Sonnt. nur vorm. bbox=[708, 788, 980, 818]
directory-entry: Hintzelmann, H. F. P. A. W., Assist.-Arzt a. Institut f. Geburtshilfe bbox=[421, 453, 693, 483]
previous-page-fragment: nn- bbox=[96, 1128, 114, 1143]
directory-entry: Dr. med. Hinrichs, W., Esplanade 23, 9-11, 1-3, 5½-7, Sonnt. 10-12 bbox=[421, 392, 693, 423]
directory-entry: Dr. med. Le Blanc, E. L., Assist.-Arzt a. Allg. Krkhs. Eppend. bbox=[1282, 392, 1555, 423]
directory-entry: Dr. med. Jollasse, C. O., Prof., Oberarzt am allgem. Krkhs. St. Georg, a. d. Alster 1, werktäglich 4-5, für Magen- u. Darmkranke, oder nach Verabredung bbox=[708, 529, 980, 575]
directory-entry: Dr. med. Lienau, R. M. A., Eichenstrasse 34, dirig. Arzt der Nervenheilanst. Eichenhain, Mont., Dienst., Donnerst. u. Freit. 11-12 bbox=[1282, 1016, 1555, 1061]
directory-entry: Dr. med. Lessing, R., Weidenallee 2a, 4-5 bbox=[1282, 666, 1492, 681]
directory-entry: Jedin, F. W., Assist.-Arzt am Marienkrkhs. bbox=[708, 347, 923, 362]
directory-entry: Dr. med. Krieg, E., Immenhof 25 bbox=[995, 985, 1163, 1000]
directory-entry: Dr. med. Jacobsen, H., Heimhuderstr. 44, 8½-10 bbox=[421, 1229, 665, 1244]
directory-entry: Dr. med. Levig, W., Eppendorferweg 209, 8½-9½ u. 3-4 bbox=[1282, 681, 1555, 711]
directory-entry: Dr. med. Hattemer, W., Woldsenweg 4 bbox=[134, 377, 328, 392]
